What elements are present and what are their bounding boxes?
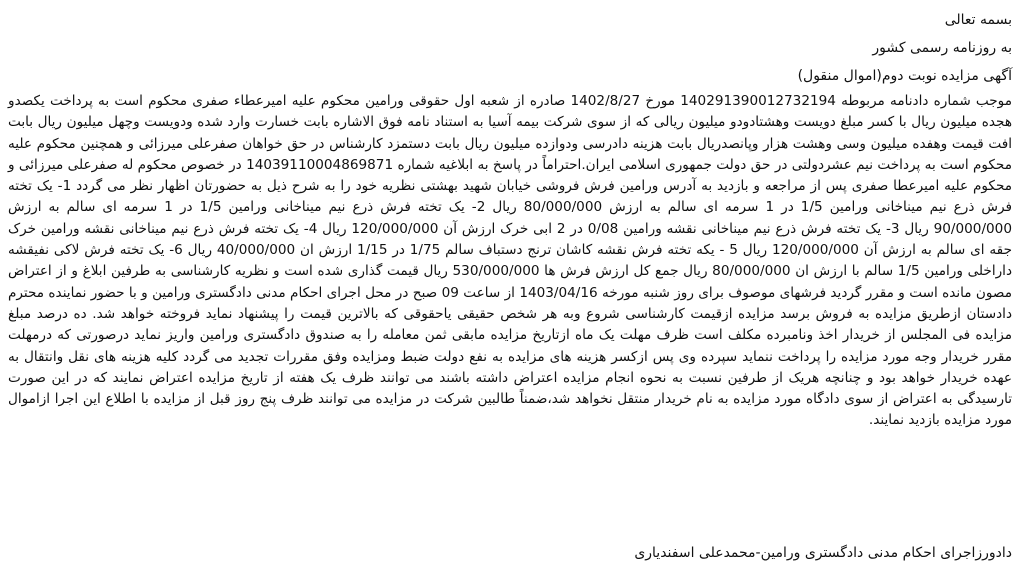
notice-body: موجب شماره دادنامه مربوطه 140291390012732194 مورخ 1402/8/27 صادره از شعبه اول حقوقی ورامین محکوم علیه امیرعطاء صفری محکوم است به پرداخت یکصدو هجده میلیون ریال با کسر مبلغ دویست وهشتادودو میلیون ریالی که از سوی شرکت بیمه آسیا به استناد نامه فوق الاشاره بابت خسارت وارد شده ودویست وچهل میلیون ریال بابت افت قیمت وهفده میلیون وسی وهشت هزار وپانصدریال بابت هزینه دادرسی ودوازده میلیون ریال بابت دستمزد کارشناس در حق خواهان صفرعلی میرزائی و همچنین محکوم علیه محکوم است به پرداخت نیم عشردولتی در حق دولت جمهوری اسلامی ایران.احتراماً در پاسخ به ابلاغیه شماره 1403911000486987‌1 در خصوص محکوم له صفرعلی میرزائی و محکوم علیه امیرعطا صفری پس از مراجعه و بازدید به آدرس ورامین فرش فروشی خیابان شهید بهشتی نظریه خود را به شرح ذیل به حضورتان اظهار نظر می گردد 1- یک تخته فرش ذرع نیم میناخانی ورامین 1/5 در 1 سرمه ای سالم به ارزش 80/000/000 ریال 2- یک تخته فرش ذرع نیم میناخانی ورامین 1/5 در 1 سرمه ای سالم به ارزش 90/000/000 ریال 3- یک تخته فرش ذرع نیم میناخانی نقشه ورامین 0/08 در 2 ابی خرک ارزش آن 120/000/000 ریال 4- یک تخته فرش ذرع نیم میناخانی نقشه ورامین خرک جقه ای سالم به ارزش آن 120/000/000 ریال 5 - یکه تخته فرش نقشه کاشان ترنج دستباف سالم 1/75 در 1/15 ارزش ان 40/000/000 ریال 6- یک تخته فرش لاکی نفیقشه داراخلی ورامین 1/5 سالم با ارزش ان 80/000/000 ریال جمع کل ارزش فرش ها 530/000/000 ریال قیمت گذاری شده است و نظریه کارشناسی به طرفین ابلاغ و از اعتراض مصون مانده است و مقرر گردید فرشهای موصوف برای روز شنبه مورخه 1403/04/16 از ساعت 09 صبح در محل اجرای احکام مدنی دادگستری ورامین و با حضور نماینده محترم دادستان ازطریق مزایده به فروش برسد مزایده ازقیمت کارشناسی شروع وبه هر شخص حقیقی یاحقوقی که بالاترین قیمت را پیشنهاد نماید فروخته خواهد شد. ده درصد مبلغ مزایده فی المجلس از خریدار اخذ ونامبرده مکلف است ظرف مهلت یک ماه ازتاریخ مزایده مابقی ثمن معامله را به صندوق دادگستری ورامین واریز نماید درصورتی که درمهلت مقرر خریدار وجه مورد مزایده را پرداخت ننماید سپرده وی پس ازکسر هزینه های مزایده به نفع دولت ضبط ومزایده وفق مقررات تجدید می گردد کلیه هزینه های نقل وانتقال به عهده خریدار خواهد بود و چنانچه هریک از طرفین نسبت به نحوه انجام مزایده اعتراض داشته باشند می توانند ظرف یک هفته از تاریخ مزایده اعتراض نمایند که در این صورت تارسیدگی به اعتراض از سوی دادگاه مورد مزایده به نام خریدار منتقل نخواهد شد،ضمناً طالبین شرکت در مزایده می توانند ظرف پنج روز قبل از مزایده با اطلاع این اجرا ازاموال مورد مزایده بازدید نمایند.: [8, 93, 1013, 429]
notice-title: آگهی مزایده نوبت دوم(اموال منقول): [797, 68, 1012, 84]
signature-line: دادورزاجرای احکام مدنی دادگستری ورامین-محمدعلی اسفندیاری: [634, 545, 1012, 561]
bismillah-heading: بسمه تعالی: [944, 12, 1012, 28]
newspaper-line: به روزنامه رسمی کشور: [872, 40, 1012, 56]
